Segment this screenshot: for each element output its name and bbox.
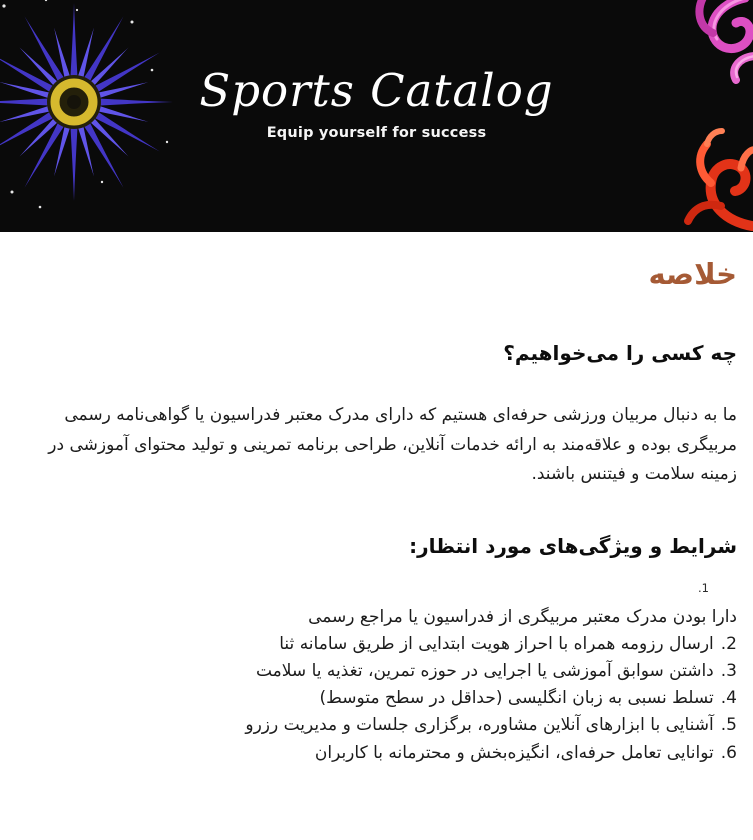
list-item: [16, 658, 737, 685]
intro-paragraph: ما به دنبال مربیان ورزشی حرفه‌ای هستیم که دارای مدرک معتبر فدراسیون یا گواهی‌نامه رسمی مربیگری بوده و علاقه‌مند به ارائه خدمات آنلاین، طراحی برنامه تمرینی و تولید محتوای آموزشی در زمینه سلامت و فیتنس باشند.: [48, 405, 737, 484]
list-item-text: تسلط نسبی به زبان انگلیسی (حداقل در سطح متوسط): [319, 688, 714, 709]
list-item-marker: 4.: [720, 688, 737, 709]
list-item: [16, 604, 737, 631]
requirements-list: [16, 604, 737, 767]
summary-heading: خلاصه: [648, 257, 737, 291]
red-coral-icon: [649, 128, 753, 232]
requirements-heading: شرایط و ویژگی‌های مورد انتظار:: [409, 533, 737, 558]
list-item-text: دارا بودن مدرک معتبر مربیگری از فدراسیون یا مراجع رسمی: [308, 606, 737, 627]
list-item: [16, 712, 737, 739]
list-item: [16, 685, 737, 712]
list-item-marker: 5.: [720, 715, 737, 736]
list-item: [16, 631, 737, 658]
list-item-text: ارسال رزومه همراه با احراز هویت ابتدایی از طریق سامانه ثنا: [279, 633, 714, 654]
hero-banner: [0, 0, 753, 232]
site-tagline: Equip yourself for success: [266, 124, 487, 141]
list-item: [16, 740, 737, 767]
site-title: Sports Catalog: [199, 64, 554, 117]
list-item-text: توانایی تعامل حرفه‌ای، انگیزه‌بخش و محترمانه با کاربران: [314, 742, 714, 763]
list-item-text: آشنایی با ابزارهای آنلاین مشاوره، برگزاری جلسات و مدیریت رزرو: [245, 715, 714, 736]
list-item-marker: 6.: [720, 742, 737, 763]
who-we-want-heading: چه کسی را می‌خواهیم؟: [503, 341, 737, 365]
list-item-1-marker: 1.: [698, 580, 709, 595]
list-item-marker: 2.: [720, 633, 737, 654]
page-content: [0, 254, 753, 767]
list-item-marker: 3.: [720, 660, 737, 681]
list-item-text: داشتن سوابق آموزشی یا اجرایی در حوزه تمرین، تغذیه یا سلامت: [255, 660, 714, 681]
